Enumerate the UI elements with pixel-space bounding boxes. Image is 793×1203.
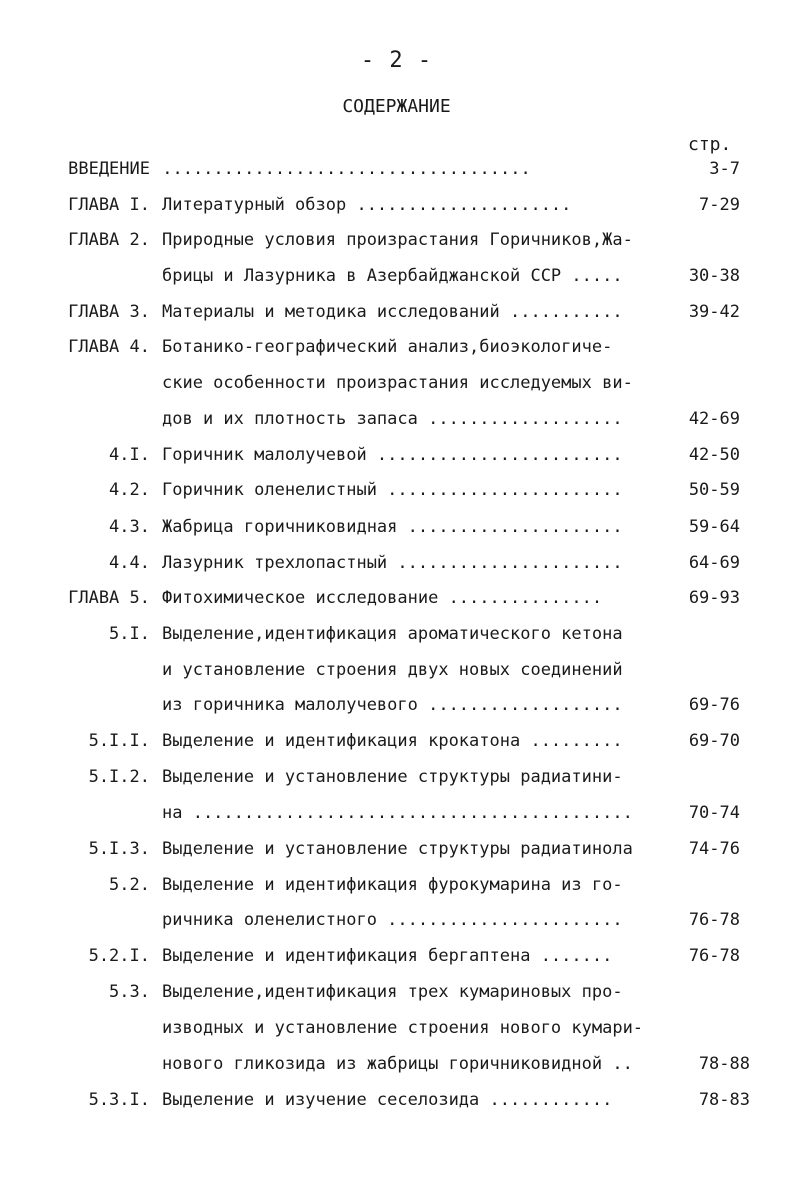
toc-entry-title: Жабрица горичниковидная ..................... [162, 517, 623, 537]
toc-entry-title: Ботанико-географический анализ,биоэкологиче- [162, 337, 613, 357]
toc-entry-label: ГЛАВА I. [68, 195, 150, 215]
toc-entry-label: 4.I. [109, 445, 150, 465]
toc-entry [0, 154, 793, 184]
toc-entry-pages: 78-83 [698, 1090, 750, 1110]
page-number: - 2 - [360, 48, 433, 73]
toc-entry-title: ричника оленелистного ....................... [162, 910, 623, 930]
toc-entry-pages: 74-76 [688, 839, 740, 859]
toc-entry [0, 762, 793, 792]
toc-entry [0, 726, 793, 756]
page-title: СОДЕРЖАНИЕ [342, 96, 451, 117]
toc-entry-label: ГЛАВА 2. [68, 230, 150, 250]
toc-entry-label: 5.I.I. [88, 731, 150, 751]
toc-entry-pages: 7-29 [699, 195, 740, 215]
toc-entry [0, 297, 793, 327]
toc-entry-title: на ........................................... [162, 803, 633, 823]
toc-entry-title: Выделение и изучение сеселозида ............ [162, 1090, 613, 1110]
toc-entry [0, 977, 793, 1007]
toc-entry-pages: 69-93 [688, 588, 740, 608]
toc-entry-label: 4.4. [109, 553, 150, 573]
toc-entry-label: 5.I.3. [88, 839, 150, 859]
toc-entry-label: 4.2. [109, 480, 150, 500]
toc-entry-title: из горичника малолучевого ................... [162, 695, 623, 715]
toc-entry [0, 261, 793, 291]
toc-entry-label: 5.3. [109, 982, 150, 1002]
toc-entry [0, 690, 793, 720]
toc-entry-pages: 76-78 [688, 910, 740, 930]
toc-entry-pages: 59-64 [688, 517, 740, 537]
toc-entry-title: Выделение и идентификация фурокумарина из го- [162, 875, 623, 895]
toc-entry-pages: 64-69 [688, 553, 740, 573]
toc-entry-pages: 69-70 [688, 731, 740, 751]
toc-entry-title: Выделение,идентификация ароматического кетона [162, 624, 623, 644]
toc-entry [0, 905, 793, 935]
toc-entry-label: 5.2. [109, 875, 150, 895]
toc-entry [0, 655, 793, 685]
toc-entry-title: Природные условия произрастания Горичников,Жа- [162, 230, 633, 250]
toc-entry [0, 1049, 793, 1079]
toc-entry-title: Выделение и идентификация бергаптена ....... [162, 946, 613, 966]
toc-entry [0, 332, 793, 362]
toc-entry [0, 548, 793, 578]
toc-entry-pages: 69-76 [688, 695, 740, 715]
toc-entry [0, 870, 793, 900]
toc-entry-pages: 50-59 [688, 480, 740, 500]
toc-entry-pages: 42-69 [688, 409, 740, 429]
toc-entry-title: Горичник оленелистный ....................... [162, 480, 623, 500]
toc-entry-pages: 70-74 [688, 803, 740, 823]
toc-entry-title: Горичник малолучевой ........................ [162, 445, 623, 465]
toc-entry-pages: 76-78 [688, 946, 740, 966]
toc-entry-label: 5.3.I. [88, 1090, 150, 1110]
toc-entry [0, 404, 793, 434]
toc-entry-title: Выделение и идентификация крокатона ......... [162, 731, 623, 751]
toc-entry-label: 5.I. [109, 624, 150, 644]
toc-entry-title: изводных и установление строения нового кумари- [162, 1018, 644, 1038]
toc-entry-label: ГЛАВА 5. [68, 588, 150, 608]
toc-entry [0, 512, 793, 542]
toc-entry [0, 475, 793, 505]
toc-entry-title: нового гликозида из жабрицы горичниковидной .. [162, 1054, 633, 1074]
toc-entry-label: 4.3. [109, 517, 150, 537]
toc-entry [0, 225, 793, 255]
toc-entry-title: Выделение и установление структуры радиатинола [162, 839, 633, 859]
toc-entry-title: и установление строения двух новых соединений [162, 660, 623, 680]
toc-entry-title: брицы и Лазурника в Азербайджанской ССР ..... [162, 266, 623, 286]
toc-entry-label: ГЛАВА 4. [68, 337, 150, 357]
toc-entry [0, 619, 793, 649]
toc-entry [0, 834, 793, 864]
toc-entry [0, 190, 793, 220]
toc-entry [0, 368, 793, 398]
toc-entry-pages: 42-50 [688, 445, 740, 465]
toc-entry [0, 1013, 793, 1043]
toc-entry-title: Выделение и установление структуры радиатини- [162, 767, 623, 787]
toc-entry-title: Литературный обзор ..................... [162, 195, 572, 215]
toc-entry [0, 1085, 793, 1115]
toc-entry [0, 440, 793, 470]
toc-entry-pages: 39-42 [688, 302, 740, 322]
toc-entry [0, 583, 793, 613]
toc-entry-pages: 30-38 [688, 266, 740, 286]
toc-entry-label: ГЛАВА 3. [68, 302, 150, 322]
toc-entry-label: 5.I.2. [88, 767, 150, 787]
toc-entry-pages: 78-88 [698, 1054, 750, 1074]
toc-entry [0, 941, 793, 971]
toc-entry-title: дов и их плотность запаса ................... [162, 409, 623, 429]
toc-entry-title: Фитохимическое исследование ............... [162, 588, 603, 608]
toc-entry-title: Лазурник трехлопастный ...................... [162, 553, 623, 573]
toc-entry-title: Материалы и методика исследований ........... [162, 302, 623, 322]
toc-entry-title: .................................... [152, 159, 531, 179]
toc-entry-title: ские особенности произрастания исследуемых ви- [162, 373, 633, 393]
pages-column-header: стр. [688, 134, 732, 155]
toc-entry-label: ВВЕДЕНИЕ [68, 159, 150, 179]
toc-entry-label: 5.2.I. [88, 946, 150, 966]
toc-entry-pages: 3-7 [709, 159, 740, 179]
toc-entry-title: Выделение,идентификация трех кумариновых про- [162, 982, 623, 1002]
toc-entry [0, 798, 793, 828]
